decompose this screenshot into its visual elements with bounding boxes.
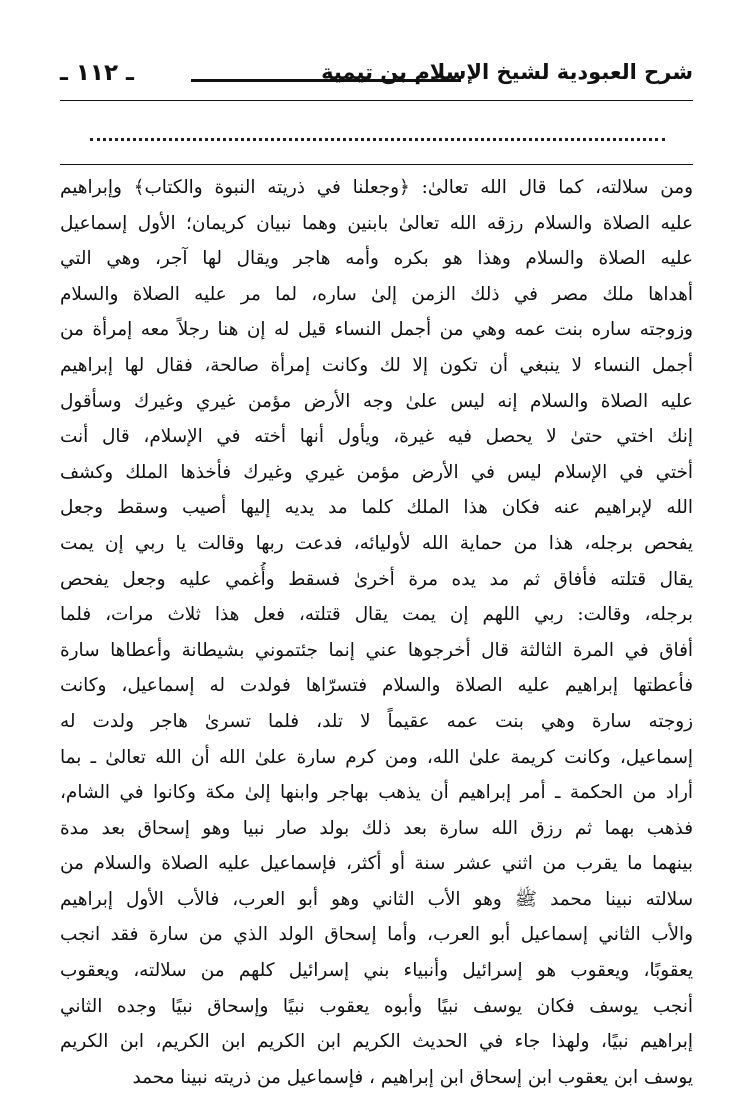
page-number: ـ ١١٢ ـ (60, 60, 134, 86)
text-line: إبراهيم نبيًا، ولهذا جاء في الحديث الكريم ابن الكريم ابن الكريم، ابن الكريم (60, 1031, 693, 1053)
text-line: بينهما ما يقرب من اثني عشر سنة أو أكثر، فإسماعيل عليه الصلاة والسلام من (60, 853, 693, 875)
text-line: عليه الصلاة والسلام رزقه الله تعالىٰ بابنين وهما نبيان كريمان؛ الأول إسماعيل (60, 212, 693, 234)
text-line: إسماعيل، وكانت كريمة علىٰ الله، ومن كرم سارة علىٰ الله أن الله تعالىٰ ـ بما (60, 746, 693, 768)
text-line: يعقوبًا، ويعقوب هو إسرائيل وأنبياء بني إسرائيل كلهم من سلالته، ويعقوب (60, 960, 693, 982)
text-line: زوجته سارة وهي بنت عمه عقيماً لا تلد، فلما تسرىٰ هاجر ولدت له (60, 710, 693, 732)
text-line: أنجب يوسف فكان يوسف نبيًا وأبوه يعقوب نبيًا وإسحاق نبيًا وجده الثاني (60, 995, 693, 1017)
header-rule (60, 100, 693, 101)
text-line: يفحص برجله، هذا من حماية الله لأوليائه، فدعت ربها وقالت يا ربي إن يمت (60, 532, 693, 554)
body-top-rule (60, 164, 693, 165)
text-line: وزوجته ساره بنت عمه وهي من أجمل النساء قيل له إن هنا رجلاً معه إمرأة من (60, 319, 693, 341)
text-line: سلالته نبينا محمد ﷺ وهو الأب الثاني وهو أبو العرب، فالأب الأول إبراهيم (60, 888, 693, 910)
text-line: والأب الثاني إسماعيل أبو العرب، وأما إسحاق الولد الذي من سارة فقد انجب (60, 924, 693, 946)
running-title: شرح العبودية لشيخ الإسلام بن تيمية (321, 60, 693, 84)
text-line: برجله، وقالت: ربي اللهم إن يمت يقال قتلته، فعل هذا ثلاث مرات، فلما (60, 604, 693, 626)
text-line: الله لإبراهيم عنه فكان هذا الملك كلما مد يديه إليها أصيب وسقط وجعل (60, 497, 693, 519)
text-line: أجمل النساء لا ينبغي أن تكون إلا لك وكانت إمرأة صالحة، فقال لها إبراهيم (60, 354, 693, 376)
text-line: إنك اختي حتىٰ لا يحصل فيه غيرة، ويأول أنها أخته في الإسلام، قال أنت (60, 426, 693, 448)
text-line: أهداها ملك مصر في ذلك الزمن إلىٰ ساره، لما مر عليه الصلاة والسلام (60, 283, 693, 305)
dotted-separator (90, 138, 665, 141)
header-dash-line (191, 79, 461, 82)
body-text (60, 170, 693, 1095)
text-line: يوسف ابن يعقوب ابن إسحاق ابن إبراهيم ، فإسماعيل من ذريته نبينا محمد (132, 1066, 693, 1088)
text-line: فأعطتها إبراهيم عليه الصلاة والسلام فتسرّاها فولدت له إسماعيل، وكانت (60, 675, 693, 697)
page-header (60, 58, 693, 98)
text-line: أراد من الحكمة ـ أمر إبراهيم أن يذهب بهاجر وابنها إلىٰ مكة وكانوا في الشام، (60, 782, 693, 804)
text-line: عليه الصلاة والسلام إنه ليس علىٰ وجه الأرض مؤمن غيري وغيرك وسأقول (60, 390, 693, 412)
text-line: ومن سلالته، كما قال الله تعالىٰ: ﴿وجعلنا في ذريته النبوة والكتاب﴾ وإبراهيم (60, 177, 693, 198)
text-line: يقال قتلته فأفاق ثم مد يده مرة أخرىٰ فسقط وأُغمي عليه وجعل يفحص (60, 568, 693, 590)
text-line: فذهب بهما ثم رزق الله سارة بعد ذلك بولد صار نبيا وهو إسحاق بعد مدة (60, 817, 693, 839)
text-line: أفاق في المرة الثالثة قال أخرجوها عني إنما جئتموني بشيطانة وأعطاها سارة (60, 639, 693, 661)
text-line: عليه الصلاة والسلام وهذا هو بكره وأمه هاجر ويقال لها آجر، وهي التي (60, 248, 693, 270)
text-line: أختي في الإسلام ليس في الأرض مؤمن غيري وغيرك فأخذها الملك وكشف (60, 461, 693, 483)
